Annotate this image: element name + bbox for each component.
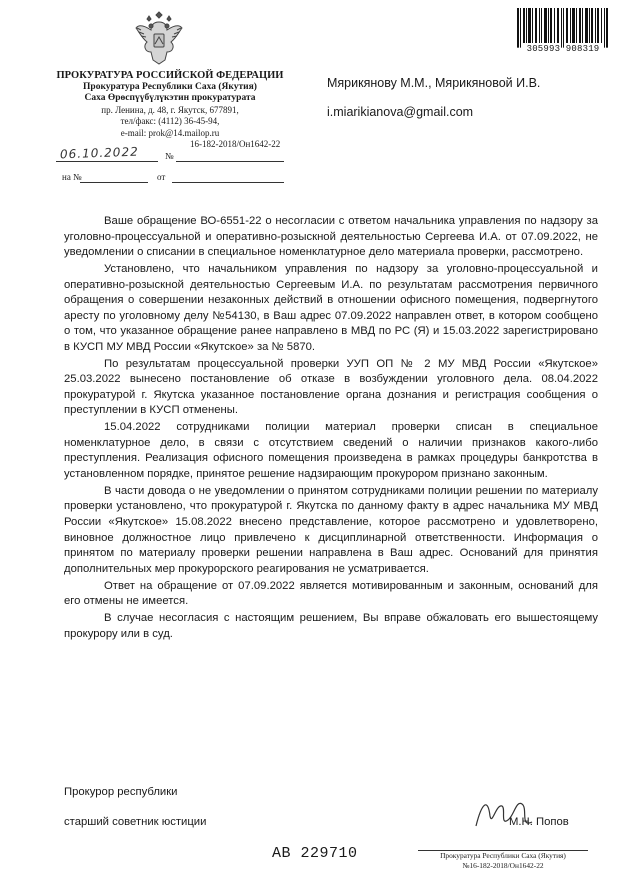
stamp-number: №16-182-2018/Он1642-22 <box>462 860 544 870</box>
paragraph-2: Установлено, что начальником управления по надзору за уголовно-процессуальной и оперативно-розыскной деятельностью Сергеевым И.А. по результатам рассмотрения первичного обращения о совершении незаконных действий в отношении офисного помещения, подвергнутого аресту по уголовному делу №54130, в Ваш адрес 07.09.2022 направлен ответ, в котором сообщено о том, что указанное обращение ранее направлено в МВД по РС (Я) и 15.03.2022 зарегистрировано в КУСП МУ МВД России «Якутское» за № 5870. <box>64 263 598 353</box>
handwritten-date: 06.10.2022 <box>59 144 139 162</box>
org-email: e-mail: prok@14.mailop.ru <box>120 127 220 138</box>
paragraph-1: Ваше обращение ВО-6551-22 о несогласии с ответом начальника управления по надзору за уголовно-процессуальной и оперативно-розыскной деятельностью Сергеева И.А. от 07.09.2022, не уведомлении о списании в специальное номенклатурное дело материала проверки, рассмотрено. <box>64 215 598 259</box>
registration-stamp <box>418 850 588 870</box>
reply-to-date-line <box>172 182 284 183</box>
paragraph-4: 15.04.2022 сотрудниками полиции материал проверки списан в специальное номенклатурное дело, в связи с отсутствием сведений о наличии признаков какого-либо преступления. Реализация офисного помещения произведена в рамках процедуры банкротства в установленном порядке, принятое решение надзирающим прокурором признано законным. <box>64 421 598 480</box>
reply-to-number-line <box>80 182 148 183</box>
letter-body <box>64 214 598 644</box>
number-label: № <box>165 151 174 161</box>
signer-title: Прокурор республики <box>64 786 178 798</box>
paragraph-5: В части довода о не уведомлении о принятом сотрудниками полиции решении по материалу проверки установлено, что прокуратурой г. Якутска по данному факту в адрес начальника МУ МВД России «Якутское» 15.08.2022 внесено представление, которое рассмотрено и удовлетворено, виновное должностное лицо привлечено к дисциплинарной ответственности. Информация о принятом по материалу проверки решении направлена в Ваш адрес. Оснований для принятия дополнительных мер прокурорского реагирования не усматривается. <box>64 484 598 575</box>
signer-name: М.Н. Попов <box>509 816 569 828</box>
org-phone: тел/факс: (4112) 36-45-94, <box>120 116 220 126</box>
addressee-email: i.miarikianova@gmail.com <box>327 105 474 119</box>
reply-to-date-label: от <box>157 172 166 182</box>
paragraph-7: В случае несогласия с настоящим решением, Вы вправе обжаловать его вышестоящему прокурору или в суд. <box>64 612 598 640</box>
addressee-name: Мярикянову М.М., Мярикяновой И.В. <box>327 76 541 90</box>
coat-of-arms-emblem <box>133 8 185 66</box>
org-name-federal: ПРОКУРАТУРА РОССИЙСКОЙ ФЕДЕРАЦИИ <box>56 70 284 81</box>
form-serial-number: АВ 229710 <box>272 845 358 862</box>
number-line <box>176 161 284 162</box>
outgoing-ref-number: 16-182-2018/Он1642-22 <box>190 139 281 149</box>
paragraph-6: Ответ на обращение от 07.09.2022 является мотивированным и законным, оснований для его отмены не имеется. <box>64 579 598 608</box>
signer-rank: старший советник юстиции <box>64 816 207 828</box>
stamp-org: Прокуратура Республики Саха (Якутия) <box>440 851 566 860</box>
org-name-regional: Прокуратура Республики Саха (Якутия) <box>83 81 257 92</box>
org-address: пр. Ленина, д. 48, г. Якутск, 677891, <box>101 104 239 115</box>
sender-header <box>48 70 292 139</box>
barcode-number: 305993 908319 <box>526 44 600 54</box>
paragraph-3: По результатам процессуальной проверки УУП ОП № 2 МУ МВД России «Якутское» 25.03.2022 вынесено постановление об отказе в возбуждении уголовного дела. 08.04.2022 прокуратурой г. Якутска указанное постановление органа дознания и регистрация сообщения о преступлении в КУСП отменены. <box>64 357 598 417</box>
org-name-yakut: Саха Өрөспүүбүлүкэтин прокуратурата <box>84 93 256 103</box>
date-line <box>56 161 158 162</box>
reply-to-number-label: на № <box>62 172 82 182</box>
